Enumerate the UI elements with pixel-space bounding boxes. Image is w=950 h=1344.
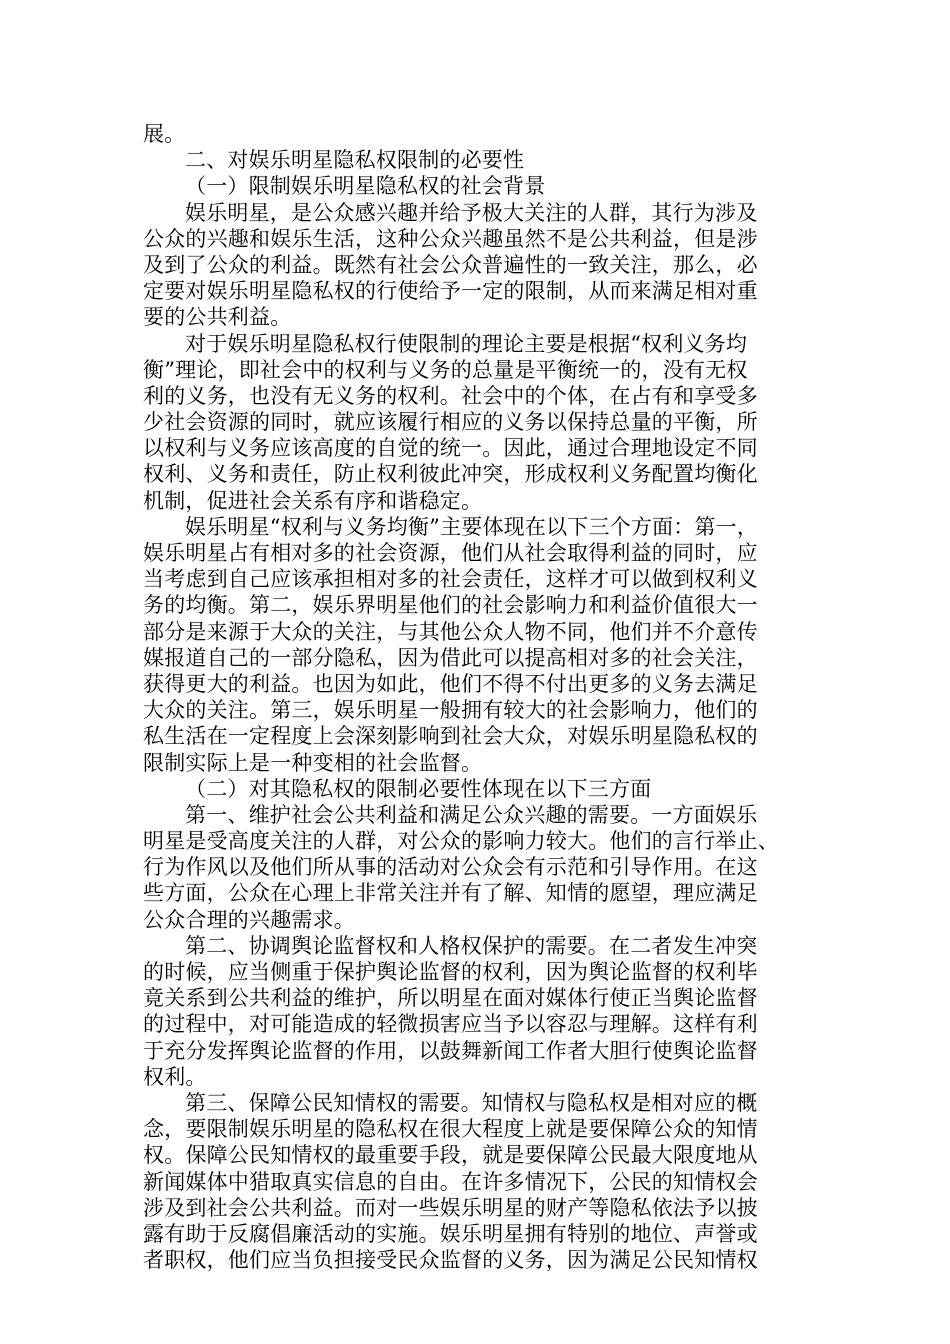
text-line: 新闻媒体中猎取真实信息的自由。在许多情况下，公民的知情权会 <box>143 1169 758 1194</box>
text-line: 于充分发挥舆论监督的作用，以鼓舞新闻工作者大胆行使舆论监督 <box>143 1038 758 1063</box>
text-line: 些方面，公众在心理上非常关注并有了解、知情的愿望，理应满足 <box>143 881 758 906</box>
text-line: 公众合理的兴趣需求。 <box>143 907 355 932</box>
text-line: 权。保障公民知情权的最重要手段，就是要保障公民最大限度地从 <box>143 1143 758 1168</box>
text-line: 权利。 <box>143 1064 207 1089</box>
text-line: 利的义务，也没有无义务的权利。社会中的个体，在占有和享受多 <box>143 383 758 408</box>
text-line: 的过程中，对可能造成的轻微损害应当予以容忍与理解。这样有利 <box>143 1012 758 1037</box>
text-line: （一）限制娱乐明星隐私权的社会背景 <box>185 174 546 199</box>
text-line: 念，要限制娱乐明星的隐私权在很大程度上就是要保障公众的知情 <box>143 1117 758 1142</box>
text-line: 明星是受高度关注的人群，对公众的影响力较大。他们的言行举止、 <box>143 829 779 854</box>
text-line: 要的公共利益。 <box>143 305 292 330</box>
text-line: 娱乐明星，是公众感兴趣并给予极大关注的人群，其行为涉及 <box>185 200 758 225</box>
text-line: 获得更大的利益。也因为如此，他们不得不付出更多的义务去满足 <box>143 671 758 696</box>
text-line: 限制实际上是一种变相的社会监督。 <box>143 750 483 775</box>
text-line: 娱乐明星“权利与义务均衡”主要体现在以下三个方面：第一， <box>185 514 759 539</box>
text-line: 务的均衡。第二，娱乐界明星他们的社会影响力和利益价值很大一 <box>143 593 758 618</box>
text-line: 第三、保障公民知情权的需要。知情权与隐私权是相对应的概 <box>185 1090 758 1115</box>
text-line: 及到了公众的利益。既然有社会公众普遍性的一致关注，那么，必 <box>143 252 758 277</box>
text-line: 对于娱乐明星隐私权行使限制的理论主要是根据“权利义务均 <box>185 331 748 356</box>
text-line: 的时候，应当侧重于保护舆论监督的权利，因为舆论监督的权利毕 <box>143 960 758 984</box>
text-line: 竟关系到公共利益的维护，所以明星在面对媒体行使正当舆论监督 <box>143 986 758 1011</box>
text-line: 者职权，他们应当负担接受民众监督的义务，因为满足公民知情权 <box>143 1248 758 1273</box>
text-line: 行为作风以及他们所从事的活动对公众会有示范和引导作用。在这 <box>143 855 758 880</box>
text-line: 媒报道自己的一部分隐私，因为借此可以提高相对多的社会关注， <box>143 645 758 670</box>
text-line: 第二、协调舆论监督权和人格权保护的需要。在二者发生冲突 <box>185 933 758 958</box>
document-body <box>143 121 823 1273</box>
text-line: 大众的关注。第三，娱乐明星一般拥有较大的社会影响力，他们的 <box>143 698 758 723</box>
text-line: 露有助于反腐倡廉活动的实施。娱乐明星拥有特别的地位、声誉或 <box>143 1221 758 1246</box>
text-line: 私生活在一定程度上会深刻影响到社会大众，对娱乐明星隐私权的 <box>143 724 758 749</box>
text-line: 衡”理论，即社会中的权利与义务的总量是平衡统一的，没有无权 <box>143 357 748 382</box>
text-line: 第一、维护社会公共利益和满足公众兴趣的需要。一方面娱乐 <box>185 802 758 827</box>
text-line: （二）对其隐私权的限制必要性体现在以下三方面 <box>185 776 652 801</box>
text-line: 当考虑到自己应该承担相对多的社会责任，这样才可以做到权利义 <box>143 567 758 592</box>
text-line: 以权利与义务应该高度的自觉的统一。因此，通过合理地设定不同 <box>143 436 758 461</box>
text-line: 少社会资源的同时，就应该履行相应的义务以保持总量的平衡，所 <box>143 410 758 435</box>
text-line: 公众的兴趣和娱乐生活，这种公众兴趣虽然不是公共利益，但是涉 <box>143 226 758 251</box>
text-line: 机制，促进社会关系有序和谐稳定。 <box>143 488 483 513</box>
text-line: 二、对娱乐明星隐私权限制的必要性 <box>185 148 525 173</box>
text-line: 展。 <box>143 122 186 146</box>
text-line: 定要对娱乐明星隐私权的行使给予一定的限制，从而来满足相对重 <box>143 279 758 304</box>
text-line: 部分是来源于大众的关注，与其他公众人物不同，他们并不介意传 <box>143 619 758 644</box>
text-line: 娱乐明星占有相对多的社会资源，他们从社会取得利益的同时，应 <box>143 541 758 565</box>
text-line: 涉及到社会公共利益。而对一些娱乐明星的财产等隐私依法予以披 <box>143 1195 758 1220</box>
text-line: 权利、义务和责任，防止权利彼此冲突，形成权利义务配置均衡化 <box>143 462 758 487</box>
